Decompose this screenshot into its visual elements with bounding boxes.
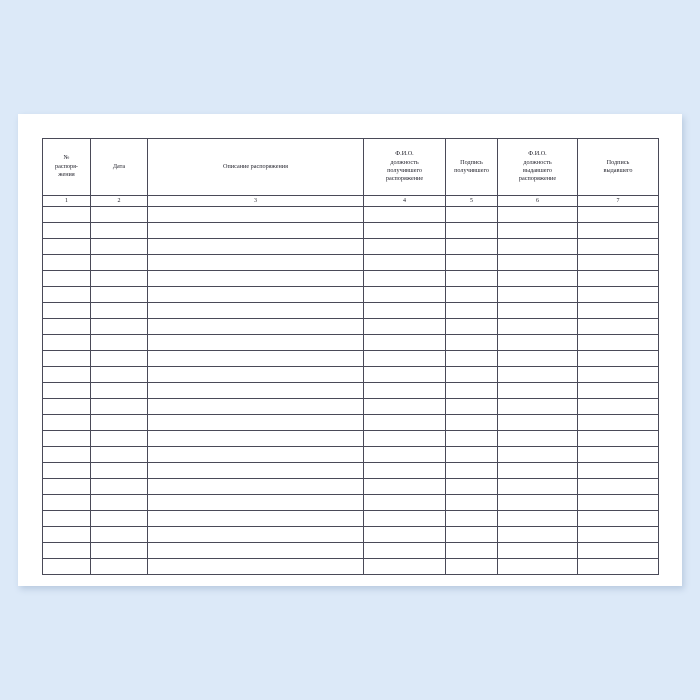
- table-cell[interactable]: [578, 559, 659, 575]
- table-row: [43, 495, 659, 511]
- table-cell[interactable]: [446, 511, 498, 527]
- table-row: [43, 399, 659, 415]
- table-cell[interactable]: [498, 335, 578, 351]
- table-cell[interactable]: [578, 415, 659, 431]
- column-number-cell: 1: [43, 196, 91, 207]
- table-cell[interactable]: [43, 319, 91, 335]
- table-cell[interactable]: [446, 431, 498, 447]
- header-cell-receiver-signature: [446, 139, 498, 196]
- table-cell[interactable]: [498, 447, 578, 463]
- header-cell-issuer-signature: [578, 139, 659, 196]
- table-cell[interactable]: [43, 255, 91, 271]
- table-header: [43, 139, 659, 207]
- header-line: Ф.И.О.: [528, 150, 547, 158]
- table-cell[interactable]: [91, 447, 148, 463]
- header-cell-issuer-name: [498, 139, 578, 196]
- table-cell[interactable]: [578, 335, 659, 351]
- table-cell[interactable]: [148, 335, 364, 351]
- table-row: [43, 447, 659, 463]
- paper-sheet: [18, 114, 682, 586]
- table-cell[interactable]: [578, 351, 659, 367]
- table-row: [43, 415, 659, 431]
- table-cell[interactable]: [446, 239, 498, 255]
- table-cell[interactable]: [364, 559, 446, 575]
- table-cell[interactable]: [91, 319, 148, 335]
- table-cell[interactable]: [446, 351, 498, 367]
- table-cell[interactable]: [498, 271, 578, 287]
- table-cell[interactable]: [446, 223, 498, 239]
- table-cell[interactable]: [43, 239, 91, 255]
- table-cell[interactable]: [498, 319, 578, 335]
- column-number-cell: 3: [148, 196, 364, 207]
- table-cell[interactable]: [446, 399, 498, 415]
- table-cell[interactable]: [43, 415, 91, 431]
- table-cell[interactable]: [43, 287, 91, 303]
- table-cell[interactable]: [364, 367, 446, 383]
- table-cell[interactable]: [364, 463, 446, 479]
- table-cell[interactable]: [148, 559, 364, 575]
- header-cell-receiver-name: [364, 139, 446, 196]
- table-cell[interactable]: [446, 543, 498, 559]
- table-cell[interactable]: [148, 223, 364, 239]
- table-cell[interactable]: [578, 511, 659, 527]
- table-cell[interactable]: [446, 255, 498, 271]
- table-row: [43, 367, 659, 383]
- table-cell[interactable]: [446, 479, 498, 495]
- table-cell[interactable]: [43, 399, 91, 415]
- table-cell[interactable]: [91, 463, 148, 479]
- column-number-cell: 2: [91, 196, 148, 207]
- table-cell[interactable]: [91, 415, 148, 431]
- table-cell[interactable]: [578, 255, 659, 271]
- table-cell[interactable]: [364, 223, 446, 239]
- table-cell[interactable]: [446, 559, 498, 575]
- table-cell[interactable]: [364, 319, 446, 335]
- table-cell[interactable]: [446, 463, 498, 479]
- header-line: должность: [390, 158, 419, 166]
- header-cell-date: [91, 139, 148, 196]
- header-line: выдавшего: [523, 167, 552, 174]
- table-cell[interactable]: [148, 479, 364, 495]
- header-line: выдавшего: [603, 167, 633, 174]
- column-number-cell: 5: [446, 196, 498, 207]
- table-cell[interactable]: [498, 415, 578, 431]
- table-cell[interactable]: [446, 367, 498, 383]
- table-cell[interactable]: [148, 511, 364, 527]
- table-cell[interactable]: [446, 319, 498, 335]
- table-cell[interactable]: [498, 255, 578, 271]
- table-cell[interactable]: [43, 447, 91, 463]
- table-cell[interactable]: [578, 527, 659, 543]
- table-row: [43, 319, 659, 335]
- table-cell[interactable]: [364, 431, 446, 447]
- table-cell[interactable]: [43, 463, 91, 479]
- table-cell[interactable]: [91, 239, 148, 255]
- table-cell[interactable]: [148, 527, 364, 543]
- table-row: [43, 303, 659, 319]
- table-cell[interactable]: [91, 255, 148, 271]
- header-line: получившего: [454, 167, 489, 174]
- table-cell[interactable]: [91, 351, 148, 367]
- table-cell[interactable]: [446, 271, 498, 287]
- table-cell[interactable]: [364, 255, 446, 271]
- table-cell[interactable]: [148, 431, 364, 447]
- table-cell[interactable]: [43, 223, 91, 239]
- table-cell[interactable]: [364, 399, 446, 415]
- table-row: [43, 511, 659, 527]
- table-cell[interactable]: [91, 335, 148, 351]
- table-cell[interactable]: [578, 319, 659, 335]
- header-line: Подпись: [606, 158, 630, 166]
- table-cell[interactable]: [148, 447, 364, 463]
- table-cell[interactable]: [578, 479, 659, 495]
- table-cell[interactable]: [498, 287, 578, 303]
- table-cell[interactable]: [364, 511, 446, 527]
- table-cell[interactable]: [498, 303, 578, 319]
- table-cell[interactable]: [148, 287, 364, 303]
- table-cell[interactable]: [578, 383, 659, 399]
- table-cell[interactable]: [364, 287, 446, 303]
- table-cell[interactable]: [43, 207, 91, 223]
- table-cell[interactable]: [364, 303, 446, 319]
- table-row: [43, 527, 659, 543]
- table-cell[interactable]: [498, 495, 578, 511]
- table-cell[interactable]: [578, 207, 659, 223]
- header-line: Подпись: [460, 158, 483, 166]
- table-row: [43, 383, 659, 399]
- table-cell[interactable]: [43, 383, 91, 399]
- header-line: Описание распоряжения: [223, 162, 288, 170]
- table-cell[interactable]: [364, 207, 446, 223]
- table-cell[interactable]: [498, 559, 578, 575]
- journal-table-container: [42, 138, 658, 575]
- table-body: [43, 207, 659, 575]
- table-cell[interactable]: [578, 239, 659, 255]
- table-cell[interactable]: [148, 271, 364, 287]
- table-cell[interactable]: [148, 351, 364, 367]
- header-cell-order-number: [43, 139, 91, 196]
- table-cell[interactable]: [498, 431, 578, 447]
- table-cell[interactable]: [43, 431, 91, 447]
- table-row: [43, 351, 659, 367]
- table-cell[interactable]: [446, 383, 498, 399]
- table-row: [43, 335, 659, 351]
- table-cell[interactable]: [43, 303, 91, 319]
- table-cell[interactable]: [578, 463, 659, 479]
- header-line: №: [63, 154, 70, 162]
- table-row: [43, 255, 659, 271]
- table-cell[interactable]: [91, 271, 148, 287]
- table-cell[interactable]: [148, 239, 364, 255]
- table-cell[interactable]: [364, 335, 446, 351]
- table-cell[interactable]: [498, 527, 578, 543]
- header-line: распоряжение: [385, 175, 424, 183]
- table-cell[interactable]: [91, 367, 148, 383]
- table-cell[interactable]: [578, 543, 659, 559]
- header-line: жения: [58, 171, 75, 179]
- table-cell[interactable]: [578, 447, 659, 463]
- table-cell[interactable]: [578, 431, 659, 447]
- table-cell[interactable]: [578, 367, 659, 383]
- table-row: [43, 239, 659, 255]
- table-cell[interactable]: [578, 223, 659, 239]
- table-cell[interactable]: [148, 415, 364, 431]
- table-cell[interactable]: [446, 415, 498, 431]
- header-row: [43, 139, 659, 196]
- table-cell[interactable]: [446, 335, 498, 351]
- column-number-row: [43, 196, 659, 207]
- table-cell[interactable]: [578, 303, 659, 319]
- table-cell[interactable]: [43, 335, 91, 351]
- table-cell[interactable]: [148, 543, 364, 559]
- table-cell[interactable]: [364, 527, 446, 543]
- table-cell[interactable]: [91, 559, 148, 575]
- table-row: [43, 479, 659, 495]
- table-cell[interactable]: [364, 447, 446, 463]
- table-cell[interactable]: [43, 543, 91, 559]
- table-row: [43, 271, 659, 287]
- table-cell[interactable]: [364, 271, 446, 287]
- header-line: получившего: [387, 167, 422, 174]
- table-cell[interactable]: [364, 239, 446, 255]
- table-cell[interactable]: [364, 543, 446, 559]
- table-row: [43, 223, 659, 239]
- table-cell[interactable]: [91, 479, 148, 495]
- table-cell[interactable]: [43, 479, 91, 495]
- header-cell-description: [148, 139, 364, 196]
- table-cell[interactable]: [498, 207, 578, 223]
- table-cell[interactable]: [364, 351, 446, 367]
- table-cell[interactable]: [498, 463, 578, 479]
- table-cell[interactable]: [43, 351, 91, 367]
- table-cell[interactable]: [91, 303, 148, 319]
- table-cell[interactable]: [578, 287, 659, 303]
- table-row: [43, 431, 659, 447]
- table-cell[interactable]: [498, 223, 578, 239]
- table-cell[interactable]: [364, 479, 446, 495]
- table-cell[interactable]: [148, 399, 364, 415]
- table-cell[interactable]: [498, 543, 578, 559]
- header-line: должность: [523, 158, 552, 166]
- table-cell[interactable]: [148, 255, 364, 271]
- table-cell[interactable]: [446, 303, 498, 319]
- table-cell[interactable]: [91, 511, 148, 527]
- table-cell[interactable]: [446, 447, 498, 463]
- table-cell[interactable]: [91, 495, 148, 511]
- table-cell[interactable]: [446, 495, 498, 511]
- table-cell[interactable]: [148, 303, 364, 319]
- header-line: Дата: [112, 162, 126, 170]
- header-line: распоряжение: [518, 175, 557, 183]
- table-cell[interactable]: [498, 383, 578, 399]
- table-cell[interactable]: [364, 495, 446, 511]
- table-cell[interactable]: [91, 223, 148, 239]
- table-cell[interactable]: [43, 527, 91, 543]
- table-cell[interactable]: [43, 367, 91, 383]
- table-cell[interactable]: [364, 415, 446, 431]
- table-cell[interactable]: [498, 399, 578, 415]
- table-cell[interactable]: [91, 431, 148, 447]
- table-cell[interactable]: [446, 287, 498, 303]
- table-cell[interactable]: [446, 207, 498, 223]
- table-cell[interactable]: [91, 383, 148, 399]
- table-cell[interactable]: [148, 495, 364, 511]
- table-cell[interactable]: [578, 271, 659, 287]
- table-cell[interactable]: [446, 527, 498, 543]
- table-cell[interactable]: [498, 479, 578, 495]
- table-cell[interactable]: [91, 527, 148, 543]
- journal-table: [42, 138, 659, 575]
- table-cell[interactable]: [148, 463, 364, 479]
- column-number-cell: 4: [364, 196, 446, 207]
- table-cell[interactable]: [578, 495, 659, 511]
- table-cell[interactable]: [148, 383, 364, 399]
- table-row: [43, 463, 659, 479]
- table-cell[interactable]: [498, 511, 578, 527]
- table-cell[interactable]: [148, 207, 364, 223]
- table-row: [43, 207, 659, 223]
- table-cell[interactable]: [91, 207, 148, 223]
- header-line: распоря-: [55, 162, 78, 170]
- column-number-cell: 7: [578, 196, 659, 207]
- table-cell[interactable]: [148, 367, 364, 383]
- table-cell[interactable]: [498, 351, 578, 367]
- table-row: [43, 543, 659, 559]
- table-cell[interactable]: [364, 383, 446, 399]
- column-number-cell: 6: [498, 196, 578, 207]
- table-cell[interactable]: [43, 271, 91, 287]
- table-cell[interactable]: [91, 543, 148, 559]
- table-row: [43, 287, 659, 303]
- table-cell[interactable]: [91, 399, 148, 415]
- table-row: [43, 559, 659, 575]
- table-cell[interactable]: [43, 511, 91, 527]
- table-cell[interactable]: [148, 319, 364, 335]
- table-cell[interactable]: [578, 399, 659, 415]
- table-cell[interactable]: [43, 559, 91, 575]
- table-cell[interactable]: [43, 495, 91, 511]
- table-cell[interactable]: [91, 287, 148, 303]
- header-line: Ф.И.О.: [395, 150, 414, 158]
- table-cell[interactable]: [498, 367, 578, 383]
- table-cell[interactable]: [498, 239, 578, 255]
